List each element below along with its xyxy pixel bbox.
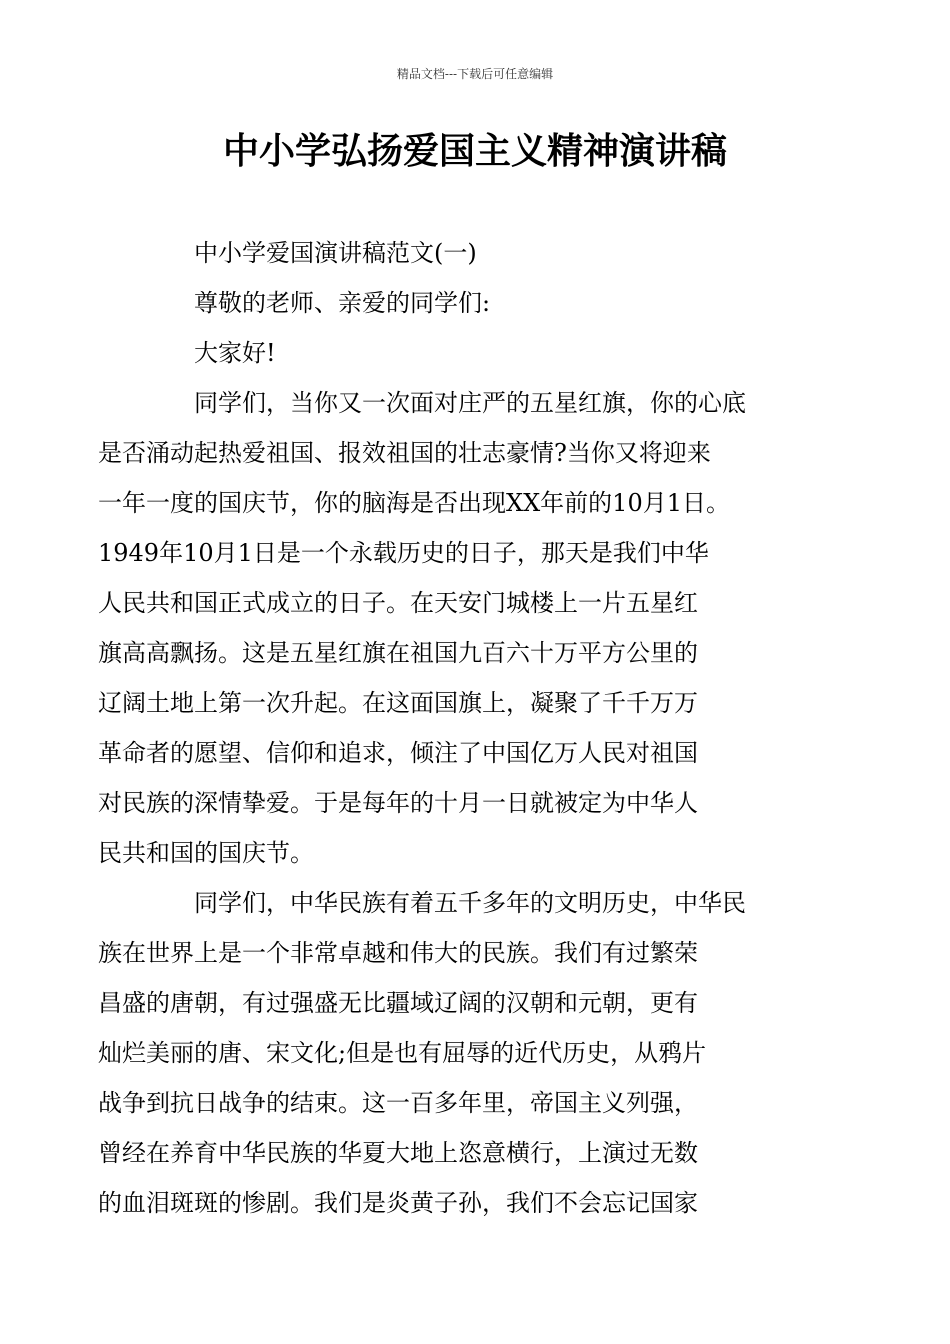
- text-line: 大家好!: [194, 339, 276, 367]
- document-title: 中小学弘扬爱国主义精神演讲稿: [222, 131, 727, 172]
- text-line: 同学们，当你又一次面对庄严的五星红旗，你的心底: [194, 389, 746, 417]
- text-line: 昌盛的唐朝，有过强盛无比疆域辽阔的汉朝和元朝，更有: [98, 989, 698, 1017]
- text-line: 族在世界上是一个非常卓越和伟大的民族。我们有过繁荣: [98, 939, 698, 967]
- text-line: 革命者的愿望、信仰和追求，倾注了中国亿万人民对祖国: [98, 739, 698, 767]
- text-line: 对民族的深情挚爱。于是每年的十月一日就被定为中华人: [98, 789, 698, 817]
- paragraph: [146, 328, 816, 378]
- paragraph: [146, 228, 816, 278]
- text-line: 战争到抗日战争的结束。这一百多年里，帝国主义列强，: [98, 1089, 698, 1117]
- text-line: 一年一度的国庆节，你的脑海是否出现XX年前的10月1日。: [98, 489, 730, 517]
- text-line: 尊敬的老师、亲爱的同学们:: [194, 289, 491, 317]
- paragraph: [98, 378, 816, 878]
- text-line: 1949年10月1日是一个永载历史的日子，那天是我们中华: [98, 539, 709, 567]
- text-line: 中小学爱国演讲稿范文(一): [194, 239, 477, 267]
- text-line: 曾经在养育中华民族的华夏大地上恣意横行，上演过无数: [98, 1139, 698, 1167]
- paragraph: [98, 878, 816, 1228]
- text-line: 民共和国的国庆节。: [98, 839, 314, 867]
- text-line: 辽阔土地上第一次升起。在这面国旗上，凝聚了千千万万: [98, 689, 698, 717]
- paragraph: [146, 278, 816, 328]
- text-line: 人民共和国正式成立的日子。在天安门城楼上一片五星红: [98, 589, 698, 617]
- text-line: 灿烂美丽的唐、宋文化;但是也有屈辱的近代历史，从鸦片: [98, 1039, 707, 1067]
- page-header-note: 精品文档---下载后可任意编辑: [396, 67, 554, 81]
- document-body: [98, 228, 816, 1228]
- text-line: 是否涌动起热爱祖国、报效祖国的壮志豪情?当你又将迎来: [98, 439, 711, 467]
- text-line: 的血泪斑斑的惨剧。我们是炎黄子孙，我们不会忘记国家: [98, 1189, 698, 1217]
- text-line: 旗高高飘扬。这是五星红旗在祖国九百六十万平方公里的: [98, 639, 698, 667]
- text-line: 同学们，中华民族有着五千多年的文明历史，中华民: [194, 889, 746, 917]
